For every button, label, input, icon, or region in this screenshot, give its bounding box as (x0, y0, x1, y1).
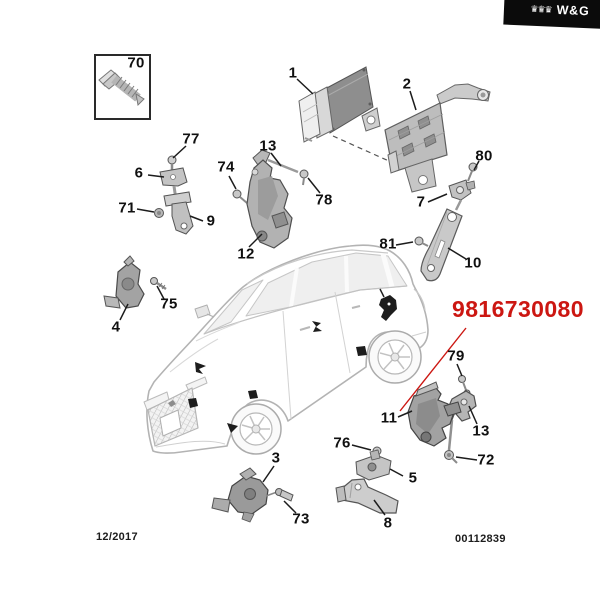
part-label-10: 10 (464, 254, 482, 272)
part-label-72: 72 (477, 451, 495, 469)
crowns-icon: ♛♛♛ (530, 3, 552, 15)
part-label-71: 71 (118, 199, 136, 217)
part-label-9: 9 (206, 212, 216, 230)
part-label-76: 76 (333, 434, 351, 452)
part-label-79: 79 (447, 347, 465, 365)
part-label-4: 4 (111, 318, 121, 336)
footer-date: 12/2017 (96, 531, 138, 543)
part-label-12: 12 (237, 245, 255, 263)
part-label-11: 11 (380, 409, 398, 427)
highlighted-part-number: 9816730080 (452, 296, 584, 322)
part-label-7: 7 (416, 193, 426, 211)
part-label-80: 80 (475, 147, 493, 165)
part-label-77: 77 (182, 130, 200, 148)
brand-text: W&G (556, 2, 590, 19)
part-label-81: 81 (379, 235, 397, 253)
part-label-75: 75 (160, 295, 178, 313)
part-label-2: 2 (402, 75, 412, 93)
part-label-8: 8 (383, 514, 393, 532)
part-label-13-top: 13 (259, 137, 277, 155)
part-label-13-bottom: 13 (472, 422, 490, 440)
part-label-78: 78 (315, 191, 333, 209)
watermark-banner (503, 0, 600, 29)
part-label-5: 5 (408, 469, 418, 487)
part-label-70: 70 (127, 54, 145, 72)
part-label-1: 1 (288, 64, 298, 82)
part-label-73: 73 (292, 510, 310, 528)
part-label-3: 3 (271, 449, 281, 467)
footer-doc-number: 00112839 (455, 533, 506, 545)
part-label-74: 74 (217, 158, 235, 176)
part-label-6: 6 (134, 164, 144, 182)
